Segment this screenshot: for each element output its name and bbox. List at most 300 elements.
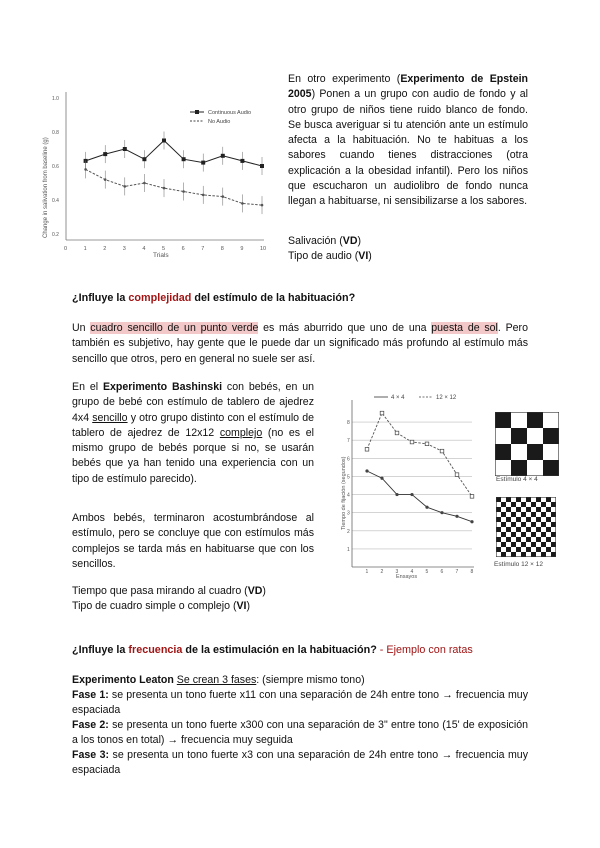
checker-cell bbox=[496, 517, 501, 522]
bashinski-conclusion: Ambos bebés, terminaron acostumbrándose al estímulo, pero se concluye que con estímulos más complejos se tarda más en habituarse que con los sencillos. bbox=[72, 512, 314, 570]
phase-1-text: se presenta un tono fuerte x11 con una separación de 24h entre tono → frecuencia muy espaciada bbox=[72, 689, 528, 717]
checker-cell bbox=[546, 522, 551, 527]
checker-cell bbox=[551, 507, 556, 512]
epstein-x-tick: 8 bbox=[220, 246, 224, 252]
series-12x12-point bbox=[440, 449, 444, 453]
leaton-phase-2 bbox=[72, 718, 528, 749]
epstein-x-tick: 4 bbox=[142, 246, 146, 252]
epstein-x-tick: 10 bbox=[260, 246, 267, 252]
bashinski-vd-close: ) bbox=[262, 585, 266, 597]
checker-cell bbox=[495, 444, 511, 460]
epstein-paragraph bbox=[288, 72, 528, 210]
epstein-x-tick: 2 bbox=[103, 246, 107, 252]
checker-cell bbox=[521, 502, 526, 507]
bashinski-text-1: En el bbox=[72, 381, 103, 393]
checker-cell bbox=[501, 542, 506, 547]
checker-cell bbox=[531, 517, 536, 522]
checker-cell bbox=[546, 552, 551, 557]
checker-cell bbox=[531, 502, 536, 507]
checker-cell bbox=[516, 537, 521, 542]
phase-3-text: se presenta un tono fuerte x3 con una separación de 24h entre tono → frecuencia muy espaciada bbox=[72, 749, 528, 777]
checker-cell bbox=[527, 444, 543, 460]
checker-cell bbox=[511, 428, 527, 444]
checker-cell bbox=[501, 502, 506, 507]
checker-cell bbox=[551, 517, 556, 522]
checker-cell bbox=[551, 527, 556, 532]
checker-cell bbox=[541, 507, 546, 512]
checker-cell bbox=[496, 502, 501, 507]
continuous-audio-point bbox=[103, 152, 107, 156]
bashinski-chart-xlabel: Ensayos bbox=[396, 574, 418, 580]
checker-cell bbox=[541, 497, 546, 502]
complexity-text-1: Un bbox=[72, 322, 91, 334]
bashinski-paragraph bbox=[72, 380, 314, 487]
series-4x4-point bbox=[425, 506, 428, 509]
phase-2-text: se presenta un tono fuerte x300 con una separación de 3" entre tono (15' de exposición a los tonos en total) → frecuencia muy seguida bbox=[72, 719, 528, 747]
continuous-audio-point bbox=[123, 147, 127, 151]
no-audio-point bbox=[104, 178, 107, 181]
checker-cell bbox=[496, 497, 501, 502]
epstein-vd-label: Salivación ( bbox=[288, 235, 343, 247]
checker-cell bbox=[516, 512, 521, 517]
epstein-vi-label: Tipo de audio ( bbox=[288, 250, 359, 262]
heading-frecuencia-tail: - Ejemplo con ratas bbox=[376, 644, 473, 656]
checker-cell bbox=[516, 527, 521, 532]
series-12x12-point bbox=[395, 431, 399, 435]
bashinski-complex-word: complejo bbox=[219, 426, 263, 439]
epstein-y-tick: 0.4 bbox=[52, 198, 59, 204]
no-audio-point bbox=[182, 190, 185, 193]
checker-cell bbox=[527, 460, 543, 476]
heading-frecuencia-post: de la estimulación en la habituación? bbox=[182, 644, 377, 656]
leaton-intro-note: : (siempre mismo tono) bbox=[256, 674, 365, 686]
checker-cell bbox=[506, 512, 511, 517]
no-audio-point bbox=[163, 187, 166, 190]
bashinski-chart-ylabel: Tiempo de fijación (segundos) bbox=[341, 456, 347, 530]
checker-cell bbox=[536, 542, 541, 547]
no-audio-point bbox=[202, 194, 205, 197]
checkerboard-4x4-caption: Estímulo 4 × 4 bbox=[496, 476, 538, 483]
highlight-simple-picture: cuadro sencillo de un punto verde bbox=[90, 322, 259, 334]
leaton-experiment-name: Experimento Leaton bbox=[72, 674, 174, 686]
checker-cell bbox=[526, 542, 531, 547]
checker-cell bbox=[521, 517, 526, 522]
checker-cell bbox=[526, 552, 531, 557]
checker-cell bbox=[536, 517, 541, 522]
phase-1-label: Fase 1: bbox=[72, 689, 109, 701]
checker-cell bbox=[501, 532, 506, 537]
heading-frecuencia-pre: ¿Influye la bbox=[72, 644, 129, 656]
checkerboard-4x4 bbox=[495, 412, 559, 476]
bashinski-x-tick: 1 bbox=[365, 569, 369, 575]
checker-cell bbox=[511, 497, 516, 502]
continuous-audio-line bbox=[86, 141, 262, 167]
no-audio-point bbox=[143, 182, 146, 185]
checker-cell bbox=[511, 522, 516, 527]
checker-cell bbox=[526, 512, 531, 517]
checker-cell bbox=[511, 507, 516, 512]
complexity-text-3: . Pero también es subjetivo, hay gente que le puede dar un significado más profundo al estímulo más sencillo que otros, pero en general no suele ser así. bbox=[72, 322, 528, 365]
epstein-x-tick: 9 bbox=[240, 246, 244, 252]
checker-cell bbox=[506, 497, 511, 502]
checker-cell bbox=[536, 537, 541, 542]
checker-cell bbox=[511, 532, 516, 537]
checker-cell bbox=[506, 532, 511, 537]
complexity-text-2: es más aburrido que uno de una bbox=[258, 322, 432, 334]
bashinski-chart-legend bbox=[374, 395, 457, 401]
bashinski-x-tick: 7 bbox=[455, 569, 459, 575]
checker-cell bbox=[551, 502, 556, 507]
checker-cell bbox=[521, 507, 526, 512]
checker-cell bbox=[551, 547, 556, 552]
checker-cell bbox=[496, 527, 501, 532]
checker-cell bbox=[546, 532, 551, 537]
checker-cell bbox=[543, 460, 559, 476]
bashinski-x-tick: 5 bbox=[425, 569, 429, 575]
leaton-phases-underlined: Se crean 3 fases bbox=[176, 674, 257, 686]
series-4x4-point bbox=[380, 477, 383, 480]
checker-cell bbox=[541, 547, 546, 552]
heading-complejidad bbox=[72, 292, 355, 304]
legend-no-audio: No Audio bbox=[208, 119, 231, 125]
legend-4x4: 4 × 4 bbox=[391, 395, 405, 401]
no-audio-point bbox=[84, 168, 87, 171]
checker-cell bbox=[526, 522, 531, 527]
epstein-text-1: En otro experimento ( bbox=[288, 73, 401, 85]
checker-cell bbox=[531, 512, 536, 517]
bashinski-x-tick: 3 bbox=[395, 569, 399, 575]
epstein-vd-tag: VD bbox=[342, 235, 358, 247]
heading-frecuencia bbox=[72, 644, 473, 656]
checker-cell bbox=[531, 552, 536, 557]
bashinski-vd-label: Tiempo que pasa mirando al cuadro ( bbox=[72, 585, 248, 597]
epstein-x-tick: 3 bbox=[122, 246, 126, 252]
bashinski-experiment-name: Experimento Bashinski bbox=[102, 381, 223, 393]
checker-cell bbox=[551, 497, 556, 502]
bashinski-vd-tag: VD bbox=[247, 585, 263, 597]
checker-cell bbox=[526, 517, 531, 522]
series-4x4-point bbox=[470, 520, 473, 523]
checker-cell bbox=[511, 517, 516, 522]
checker-cell bbox=[546, 517, 551, 522]
checker-cell bbox=[541, 502, 546, 507]
checker-cell bbox=[543, 412, 559, 428]
checker-cell bbox=[506, 547, 511, 552]
continuous-audio-point bbox=[260, 164, 264, 168]
checker-cell bbox=[546, 547, 551, 552]
checker-cell bbox=[521, 532, 526, 537]
bashinski-vi-close: ) bbox=[246, 600, 251, 612]
checker-cell bbox=[541, 552, 546, 557]
checker-cell bbox=[496, 537, 501, 542]
checker-cell bbox=[531, 532, 536, 537]
no-audio-point bbox=[241, 202, 244, 205]
series-4x4-point bbox=[395, 493, 398, 496]
checker-cell bbox=[501, 522, 506, 527]
no-audio-point bbox=[261, 204, 264, 207]
bashinski-y-tick: 6 bbox=[347, 456, 350, 463]
checker-cell bbox=[496, 552, 501, 557]
checker-cell bbox=[546, 507, 551, 512]
no-audio-point bbox=[124, 185, 127, 188]
checker-cell bbox=[543, 428, 559, 444]
series-4x4-point bbox=[410, 493, 413, 496]
legend-12x12: 12 × 12 bbox=[436, 395, 457, 401]
checker-cell bbox=[526, 537, 531, 542]
checker-cell bbox=[531, 537, 536, 542]
epstein-x-tick: 1 bbox=[83, 246, 87, 252]
checker-cell bbox=[521, 527, 526, 532]
phase-3-label: Fase 3: bbox=[72, 749, 110, 761]
checker-cell bbox=[496, 542, 501, 547]
bashinski-x-tick: 2 bbox=[380, 569, 384, 575]
epstein-text-2: ) Ponen a un grupo con audio de fondo y al otro grupo de niños tiene ruido blanco de fondo. Se busca averiguar si tu atención ante un estímulo afecta a la habituación. No te habituas a los sabores cuando tienes distracciones (otra explicación a la obesidad infantil). Pero los niños que escucharon un audiolibro de fondo nunca llegan a habituarse, ni sensibilizarse a los sabores. bbox=[288, 88, 528, 208]
continuous-audio-point bbox=[201, 161, 205, 165]
checker-cell bbox=[501, 547, 506, 552]
checker-cell bbox=[526, 497, 531, 502]
checker-cell bbox=[501, 552, 506, 557]
checker-cell bbox=[516, 507, 521, 512]
checker-cell bbox=[551, 522, 556, 527]
series-4x4-point bbox=[440, 511, 443, 514]
epstein-y-tick: 0.6 bbox=[52, 164, 59, 170]
series-12x12-point bbox=[380, 411, 384, 415]
checker-cell bbox=[496, 547, 501, 552]
checker-cell bbox=[511, 444, 527, 460]
phase-2-label: Fase 2: bbox=[72, 719, 109, 731]
checker-cell bbox=[526, 527, 531, 532]
series-12x12-point bbox=[365, 447, 369, 451]
checker-cell bbox=[531, 522, 536, 527]
checker-cell bbox=[536, 497, 541, 502]
epstein-vi-tag: VI bbox=[358, 250, 369, 262]
checker-cell bbox=[511, 537, 516, 542]
checker-cell bbox=[511, 460, 527, 476]
leaton-intro bbox=[72, 673, 365, 688]
series-12x12-point bbox=[410, 440, 414, 444]
checker-cell bbox=[516, 532, 521, 537]
checker-cell bbox=[516, 517, 521, 522]
checker-cell bbox=[511, 547, 516, 552]
checker-cell bbox=[501, 527, 506, 532]
checker-cell bbox=[546, 527, 551, 532]
heading-complejidad-pre: ¿Influye la bbox=[72, 292, 129, 304]
checker-cell bbox=[536, 532, 541, 537]
checker-cell bbox=[511, 412, 527, 428]
epstein-chart-legend bbox=[190, 110, 251, 125]
series-12x12-point bbox=[455, 473, 459, 477]
checker-cell bbox=[543, 444, 559, 460]
checker-cell bbox=[506, 527, 511, 532]
checker-cell bbox=[546, 512, 551, 517]
checker-cell bbox=[506, 502, 511, 507]
epstein-chart bbox=[38, 80, 278, 270]
checker-cell bbox=[527, 412, 543, 428]
checker-cell bbox=[541, 517, 546, 522]
checker-cell bbox=[536, 512, 541, 517]
checker-cell bbox=[531, 507, 536, 512]
checker-cell bbox=[506, 522, 511, 527]
heading-complejidad-keyword: complejidad bbox=[128, 292, 192, 304]
checker-cell bbox=[511, 552, 516, 557]
epstein-vi-line bbox=[288, 249, 372, 264]
checker-cell bbox=[521, 542, 526, 547]
bashinski-y-tick: 8 bbox=[347, 420, 350, 427]
checker-cell bbox=[511, 502, 516, 507]
bashinski-simple-word: sencillo bbox=[92, 411, 128, 424]
checker-cell bbox=[521, 547, 526, 552]
checker-cell bbox=[551, 512, 556, 517]
checker-cell bbox=[506, 542, 511, 547]
series-4x4-point bbox=[365, 469, 368, 472]
highlight-sunset: puesta de sol bbox=[431, 322, 498, 334]
bashinski-vi-label: Tipo de cuadro simple o complejo ( bbox=[72, 600, 237, 612]
checker-cell bbox=[526, 547, 531, 552]
checker-cell bbox=[521, 537, 526, 542]
checker-cell bbox=[546, 542, 551, 547]
checker-cell bbox=[496, 522, 501, 527]
bashinski-y-tick: 2 bbox=[347, 528, 350, 535]
epstein-vd-line bbox=[288, 234, 361, 249]
checker-cell bbox=[541, 537, 546, 542]
epstein-x-tick: 7 bbox=[201, 246, 205, 252]
bashinski-y-tick: 7 bbox=[347, 438, 350, 445]
checker-cell bbox=[516, 522, 521, 527]
checker-cell bbox=[526, 507, 531, 512]
checker-cell bbox=[541, 522, 546, 527]
checker-cell bbox=[506, 507, 511, 512]
checker-cell bbox=[506, 517, 511, 522]
bashinski-vi-tag: VI bbox=[236, 600, 247, 612]
checker-cell bbox=[551, 537, 556, 542]
no-audio-line bbox=[86, 169, 262, 205]
bashinski-vi-line bbox=[72, 599, 250, 614]
heading-complejidad-post: del estímulo de la habituación? bbox=[191, 292, 356, 304]
epstein-x-tick: 5 bbox=[162, 246, 166, 252]
checker-cell bbox=[496, 507, 501, 512]
bashinski-text-2: con bebés, en un grupo de bebé con estímulo de tablero de ajedrez 4x4 bbox=[72, 381, 314, 424]
checker-cell bbox=[536, 527, 541, 532]
checker-cell bbox=[531, 497, 536, 502]
checker-cell bbox=[516, 502, 521, 507]
checker-cell bbox=[531, 547, 536, 552]
checker-cell bbox=[551, 532, 556, 537]
checker-cell bbox=[511, 542, 516, 547]
bashinski-x-tick: 6 bbox=[440, 569, 444, 575]
checker-cell bbox=[546, 497, 551, 502]
checker-cell bbox=[506, 552, 511, 557]
checker-cell bbox=[516, 547, 521, 552]
checker-cell bbox=[536, 552, 541, 557]
bashinski-text-4: (no es el mismo grupo de bebés porque si no, se usarán bebés que ya han tenido una experiencia con un tipo de estímulo parecido). bbox=[72, 426, 314, 485]
checker-cell bbox=[521, 512, 526, 517]
series-12x12-line bbox=[367, 413, 472, 496]
checker-cell bbox=[521, 522, 526, 527]
checker-cell bbox=[546, 537, 551, 542]
checker-cell bbox=[516, 552, 521, 557]
checker-cell bbox=[541, 542, 546, 547]
checker-cell bbox=[541, 512, 546, 517]
bashinski-y-tick: 4 bbox=[347, 492, 350, 499]
checker-cell bbox=[521, 497, 526, 502]
series-4x4-point bbox=[455, 515, 458, 518]
epstein-vi-close: ) bbox=[368, 250, 372, 262]
bashinski-y-tick: 3 bbox=[347, 510, 350, 517]
checker-cell bbox=[506, 537, 511, 542]
checker-cell bbox=[546, 502, 551, 507]
checker-cell bbox=[526, 532, 531, 537]
epstein-x-tick: 6 bbox=[181, 246, 185, 252]
checker-cell bbox=[496, 532, 501, 537]
continuous-audio-point bbox=[221, 154, 225, 158]
checker-cell bbox=[536, 507, 541, 512]
series-12x12-point bbox=[425, 442, 429, 446]
checker-cell bbox=[511, 527, 516, 532]
series-12x12-point bbox=[470, 495, 474, 499]
checker-cell bbox=[536, 502, 541, 507]
checkerboard-12x12-caption: Estímulo 12 × 12 bbox=[494, 561, 543, 568]
bashinski-chart bbox=[334, 390, 478, 580]
bashinski-text-3: y otro grupo distinto con el estímulo de tablero de ajedrez de 12x12 bbox=[72, 411, 314, 439]
continuous-audio-point bbox=[142, 157, 146, 161]
epstein-chart-ylabel: Change in salivation from baseline (g) bbox=[43, 137, 49, 238]
no-audio-point bbox=[222, 195, 225, 198]
checker-cell bbox=[496, 512, 501, 517]
continuous-audio-point bbox=[240, 159, 244, 163]
checker-cell bbox=[531, 527, 536, 532]
checker-cell bbox=[495, 460, 511, 476]
epstein-chart-xlabel: Trials bbox=[153, 252, 169, 259]
epstein-experiment-name: Experimento de Epstein 2005 bbox=[288, 73, 528, 101]
checker-cell bbox=[501, 517, 506, 522]
checker-cell bbox=[521, 552, 526, 557]
continuous-audio-point bbox=[182, 157, 186, 161]
checker-cell bbox=[511, 512, 516, 517]
checker-cell bbox=[527, 428, 543, 444]
checker-cell bbox=[501, 507, 506, 512]
checker-cell bbox=[501, 497, 506, 502]
checker-cell bbox=[516, 542, 521, 547]
checker-cell bbox=[541, 532, 546, 537]
continuous-audio-point bbox=[162, 139, 166, 143]
checker-cell bbox=[531, 542, 536, 547]
checker-cell bbox=[536, 547, 541, 552]
checker-cell bbox=[501, 512, 506, 517]
epstein-x-tick: 0 bbox=[64, 246, 68, 252]
bashinski-x-tick: 4 bbox=[410, 569, 414, 575]
heading-frecuencia-keyword: frecuencia bbox=[128, 644, 183, 656]
checker-cell bbox=[541, 527, 546, 532]
checker-cell bbox=[501, 537, 506, 542]
epstein-y-tick: 0.2 bbox=[52, 232, 59, 238]
checkerboard-12x12 bbox=[496, 497, 556, 557]
epstein-y-tick: 0.8 bbox=[52, 130, 59, 136]
checker-cell bbox=[516, 497, 521, 502]
bashinski-y-tick: 1 bbox=[347, 546, 350, 553]
epstein-vd-close: ) bbox=[357, 235, 362, 247]
checker-cell bbox=[551, 552, 556, 557]
checker-cell bbox=[551, 542, 556, 547]
complexity-paragraph bbox=[72, 321, 528, 367]
checker-cell bbox=[526, 502, 531, 507]
checker-cell bbox=[495, 428, 511, 444]
epstein-y-tick: 1.0 bbox=[52, 96, 59, 102]
leaton-phase-1 bbox=[72, 688, 528, 719]
bashinski-y-tick: 5 bbox=[347, 474, 350, 481]
legend-continuous-audio: Continuous Audio bbox=[208, 110, 252, 116]
checker-cell bbox=[495, 412, 511, 428]
bashinski-x-tick: 8 bbox=[470, 569, 474, 575]
